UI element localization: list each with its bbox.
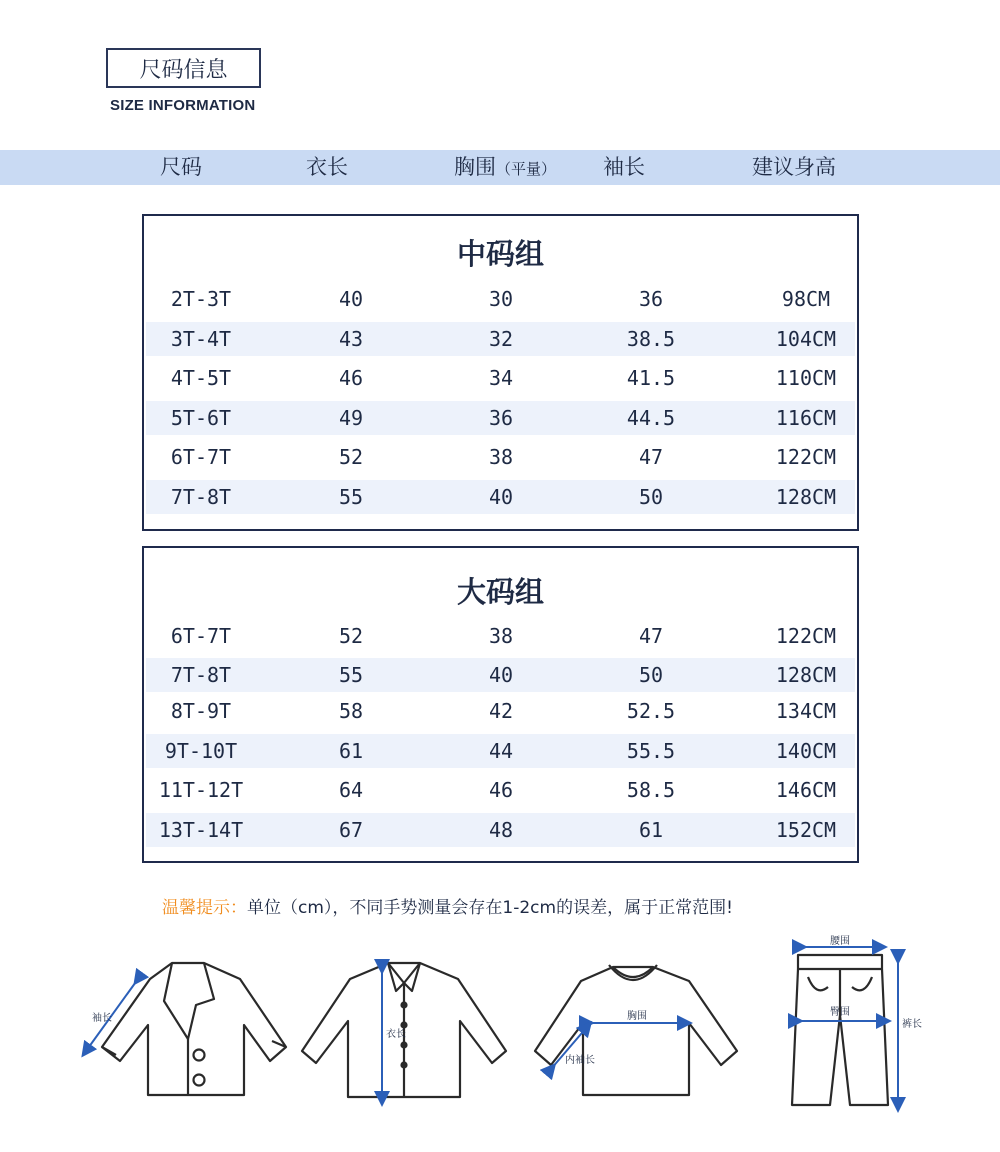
col-header-sleeve: 袖长	[603, 155, 645, 179]
cell-sleeve: 55.5	[626, 739, 676, 763]
diagram-label-length: 衣长	[386, 1029, 406, 1040]
diagram-label-inner-sleeve: 内袖长	[565, 1055, 595, 1066]
cell-height: 110CM	[775, 366, 837, 390]
table-row	[146, 361, 855, 395]
cell-size: 13T-14T	[158, 818, 244, 842]
table-row	[146, 694, 855, 728]
cell-length: 58	[338, 699, 364, 723]
cell-length: 43	[338, 327, 364, 351]
cell-length: 46	[338, 366, 364, 390]
cell-length: 52	[338, 624, 364, 648]
cell-size: 11T-12T	[158, 778, 244, 802]
pants-icon	[792, 955, 888, 1105]
cell-chest: 48	[488, 818, 514, 842]
cell-sleeve: 50	[638, 485, 664, 509]
diagram-label-sleeve: 袖长	[92, 1013, 112, 1024]
table-row	[146, 480, 855, 514]
cell-length: 55	[338, 485, 364, 509]
table-row	[146, 440, 855, 474]
cell-sleeve: 36	[638, 287, 664, 311]
cell-height: 122CM	[775, 445, 837, 469]
tip-text: 单位（cm），不同手势测量会存在1-2cm的误差，属于正常范围!	[247, 898, 733, 918]
cell-sleeve: 47	[638, 445, 664, 469]
col-header-chest-note: （平量）	[496, 160, 557, 178]
cell-sleeve: 41.5	[626, 366, 676, 390]
cell-size: 7T-8T	[170, 485, 232, 509]
cell-height: 98CM	[781, 287, 831, 311]
cell-length: 49	[338, 406, 364, 430]
cell-chest: 44	[488, 739, 514, 763]
cell-height: 104CM	[775, 327, 837, 351]
col-header-chest	[454, 150, 556, 185]
shirt-length-diagram	[300, 935, 515, 1110]
cell-length: 52	[338, 445, 364, 469]
cell-size: 9T-10T	[164, 739, 238, 763]
cell-length: 61	[338, 739, 364, 763]
cell-size: 5T-6T	[170, 406, 232, 430]
size-info-subtitle: SIZE INFORMATION	[110, 97, 256, 114]
sweater-icon	[535, 965, 737, 1095]
cell-chest: 42	[488, 699, 514, 723]
table-row	[146, 813, 855, 847]
table-row	[146, 401, 855, 435]
tip-label: 温馨提示：	[162, 898, 247, 918]
table-row	[146, 773, 855, 807]
cell-size: 6T-7T	[170, 445, 232, 469]
cell-size: 8T-9T	[170, 699, 232, 723]
cell-sleeve: 52.5	[626, 699, 676, 723]
cell-height: 122CM	[775, 624, 837, 648]
cell-height: 128CM	[775, 663, 837, 687]
cell-size: 4T-5T	[170, 366, 232, 390]
cell-height: 128CM	[775, 485, 837, 509]
cell-sleeve: 47	[638, 624, 664, 648]
cell-height: 134CM	[775, 699, 837, 723]
cell-sleeve: 50	[638, 663, 664, 687]
size-group-medium	[142, 214, 859, 531]
table-row	[146, 282, 855, 316]
col-header-chest-label: 胸围	[454, 155, 496, 179]
diagram-label-hip: 臀围	[830, 1007, 850, 1018]
cell-sleeve: 61	[638, 818, 664, 842]
jacket-sleeve-diagram	[72, 935, 302, 1110]
table-row	[146, 619, 855, 653]
col-header-height: 建议身高	[752, 155, 836, 179]
cell-chest: 38	[488, 624, 514, 648]
cell-height: 152CM	[775, 818, 837, 842]
cell-length: 40	[338, 287, 364, 311]
cell-sleeve: 38.5	[626, 327, 676, 351]
table-row	[146, 658, 855, 692]
size-group-large	[142, 546, 859, 863]
cell-sleeve: 44.5	[626, 406, 676, 430]
cell-size: 3T-4T	[170, 327, 232, 351]
cell-height: 140CM	[775, 739, 837, 763]
cell-chest: 40	[488, 663, 514, 687]
jacket-icon	[102, 963, 286, 1095]
cell-size: 2T-3T	[170, 287, 232, 311]
sweater-chest-diagram	[525, 935, 745, 1110]
group-title: 大码组	[456, 575, 544, 609]
diagram-label-chest: 胸围	[627, 1011, 647, 1022]
size-info-title: 尺码信息	[106, 48, 261, 88]
cell-size: 6T-7T	[170, 624, 232, 648]
cell-height: 116CM	[775, 406, 837, 430]
cell-chest: 36	[488, 406, 514, 430]
cell-chest: 40	[488, 485, 514, 509]
cell-chest: 38	[488, 445, 514, 469]
cell-chest: 32	[488, 327, 514, 351]
cell-chest: 34	[488, 366, 514, 390]
cell-chest: 46	[488, 778, 514, 802]
diagram-label-pants-length: 裤长	[902, 1019, 922, 1030]
measurement-tip	[162, 893, 733, 918]
col-header-length: 衣长	[306, 155, 348, 179]
cell-size: 7T-8T	[170, 663, 232, 687]
col-header-size: 尺码	[160, 155, 202, 179]
cell-height: 146CM	[775, 778, 837, 802]
cell-length: 64	[338, 778, 364, 802]
cell-chest: 30	[488, 287, 514, 311]
table-row	[146, 734, 855, 768]
column-header-band	[0, 150, 1000, 185]
cell-sleeve: 58.5	[626, 778, 676, 802]
group-title: 中码组	[456, 237, 544, 271]
cell-length: 55	[338, 663, 364, 687]
pants-diagram	[780, 935, 930, 1115]
cell-length: 67	[338, 818, 364, 842]
diagram-label-waist: 腰围	[830, 936, 850, 947]
table-row	[146, 322, 855, 356]
